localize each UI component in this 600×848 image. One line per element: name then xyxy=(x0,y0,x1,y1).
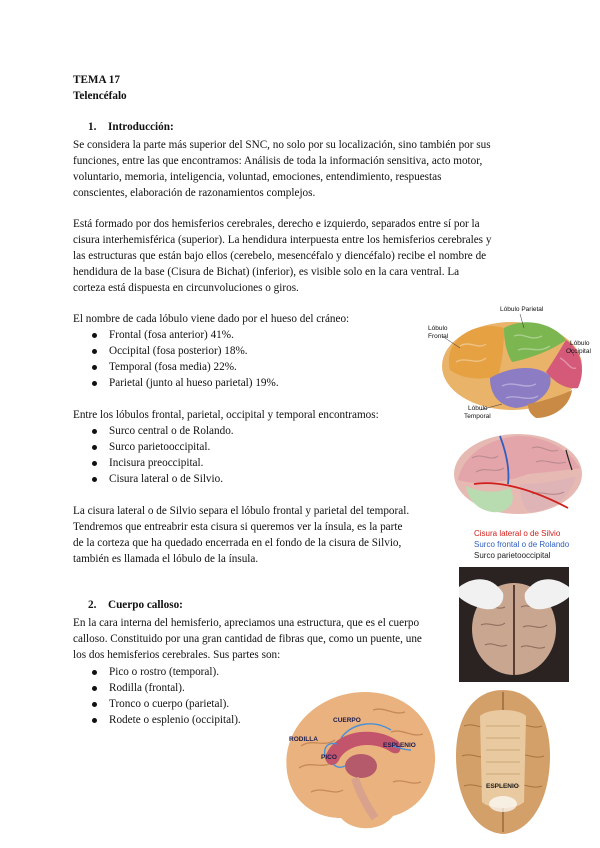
label-esplenio: ESPLENIO xyxy=(383,742,416,749)
list-item: Rodilla (frontal). xyxy=(90,680,241,696)
lobes-list xyxy=(90,327,279,391)
label-cuerpo: CUERPO xyxy=(333,717,361,724)
list-item: Incisura preoccipital. xyxy=(90,455,234,471)
text-line: calloso. Constituido por una gran cantidad de fibras que, como un puente, une xyxy=(73,633,422,645)
list-item: Temporal (fosa media) 22%. xyxy=(90,359,279,375)
label-esplenio-inferior: ESPLENIO xyxy=(486,783,519,790)
section1-title: Introducción: xyxy=(108,121,174,133)
callosum-horizontal-figure xyxy=(450,686,556,838)
text-line: los dos hemisferios cerebrales. Sus partes son: xyxy=(73,649,281,661)
label-rodilla: RODILLA xyxy=(289,736,318,743)
text-line: En la cara interna del hemisferio, apreciamos una estructura, que es el cuerpo xyxy=(73,617,420,629)
section2-title: Cuerpo calloso: xyxy=(108,599,183,611)
label-pico: PICO xyxy=(321,754,337,761)
brain-sulci-figure xyxy=(448,428,588,522)
sulci-list xyxy=(90,423,234,487)
caption-rolando: Surco frontal o de Rolando xyxy=(474,540,570,549)
list-item: Surco central o de Rolando. xyxy=(90,423,234,439)
section2-heading xyxy=(88,599,183,611)
list-item: Cisura lateral o de Silvio. xyxy=(90,471,234,487)
text-line: las estructuras que están bajo ellos (cerebelo, mesencéfalo y diencéfalo) recibe el nombre de xyxy=(73,250,487,262)
text-line: hendidura de la base (Cisura de Bichat) (inferior), es visible solo en la cara ventral. La xyxy=(73,266,460,278)
brain-lobes-figure xyxy=(420,306,590,424)
text-line: La cisura lateral o de Silvio separa el lóbulo frontal y parietal del temporal. xyxy=(73,505,410,517)
corpus-callosum-image xyxy=(281,686,439,836)
label-parietal: Lóbulo Parietal xyxy=(500,306,544,313)
page-subtitle: Telencéfalo xyxy=(73,90,127,102)
list-item: Surco parietooccipital. xyxy=(90,439,234,455)
brain-photo-image xyxy=(459,567,569,682)
brain-photo-figure xyxy=(459,567,569,682)
text-line: Está formado por dos hemisferios cerebrales, derecho e izquierdo, separados entre sí por la xyxy=(73,218,480,230)
text-line: funciones, entre las que encontramos: Análisis de toda la información sensitiva, acto motor, xyxy=(73,155,483,167)
text-line: corteza está dispuesta en circunvoluciones o giros. xyxy=(73,282,299,294)
brain-lobes-image xyxy=(420,306,590,424)
section1-number: 1. xyxy=(88,121,97,133)
text-line: de la corteza que ha quedado encerrada en el fondo de la cisura de Silvio, xyxy=(73,537,402,549)
list-item: Pico o rostro (temporal). xyxy=(90,664,241,680)
corpus-callosum-figure xyxy=(281,686,439,836)
list-item: Parietal (junto al hueso parietal) 19%. xyxy=(90,375,279,391)
label-occipital-1: Lóbulo xyxy=(570,340,590,347)
list-item: Occipital (fosa posterior) 18%. xyxy=(90,343,279,359)
callosum-parts-list xyxy=(90,664,241,728)
caption-silvio: Cisura lateral o de Silvio xyxy=(474,529,561,538)
callosum-horizontal-image xyxy=(450,686,556,838)
list-item: Tronco o cuerpo (parietal). xyxy=(90,696,241,712)
text-line: Se considera la parte más superior del SNC, no solo por su localización, sino también por sus xyxy=(73,139,491,151)
text-line: conscientes, elaboración de razonamientos complejos. xyxy=(73,187,316,199)
text-line: Tendremos que entreabrir esta cisura si queremos ver la ínsula, es la parte xyxy=(73,521,403,533)
label-occipital-2: Occipital xyxy=(566,348,591,355)
brain-sulci-image xyxy=(448,428,588,522)
sulci-intro: Entre los lóbulos frontal, parietal, occipital y temporal encontramos: xyxy=(73,409,379,421)
text-line: también es llamada el lóbulo de la ínsula. xyxy=(73,553,259,565)
list-item: Frontal (fosa anterior) 41%. xyxy=(90,327,279,343)
list-item: Rodete o esplenio (occipital). xyxy=(90,712,241,728)
section2-number: 2. xyxy=(88,599,97,611)
tema-title: TEMA 17 xyxy=(73,74,120,86)
label-frontal-1: Lóbulo xyxy=(428,325,448,332)
section1-heading xyxy=(88,121,174,133)
text-line: cisura interhemisférica (superior). La hendidura interpuesta entre los hemisferios cerebrales y xyxy=(73,234,492,246)
text-line: voluntario, memoria, inteligencia, voluntad, emociones, entendimiento, respuestas xyxy=(73,171,442,183)
caption-parietooccipital: Surco parietooccipital xyxy=(474,551,551,560)
label-temporal-1: Lóbulo xyxy=(468,405,488,412)
lobes-intro: El nombre de cada lóbulo viene dado por el hueso del cráneo: xyxy=(73,313,350,325)
label-frontal-2: Frontal xyxy=(428,333,449,340)
label-temporal-2: Temporal xyxy=(464,413,491,420)
